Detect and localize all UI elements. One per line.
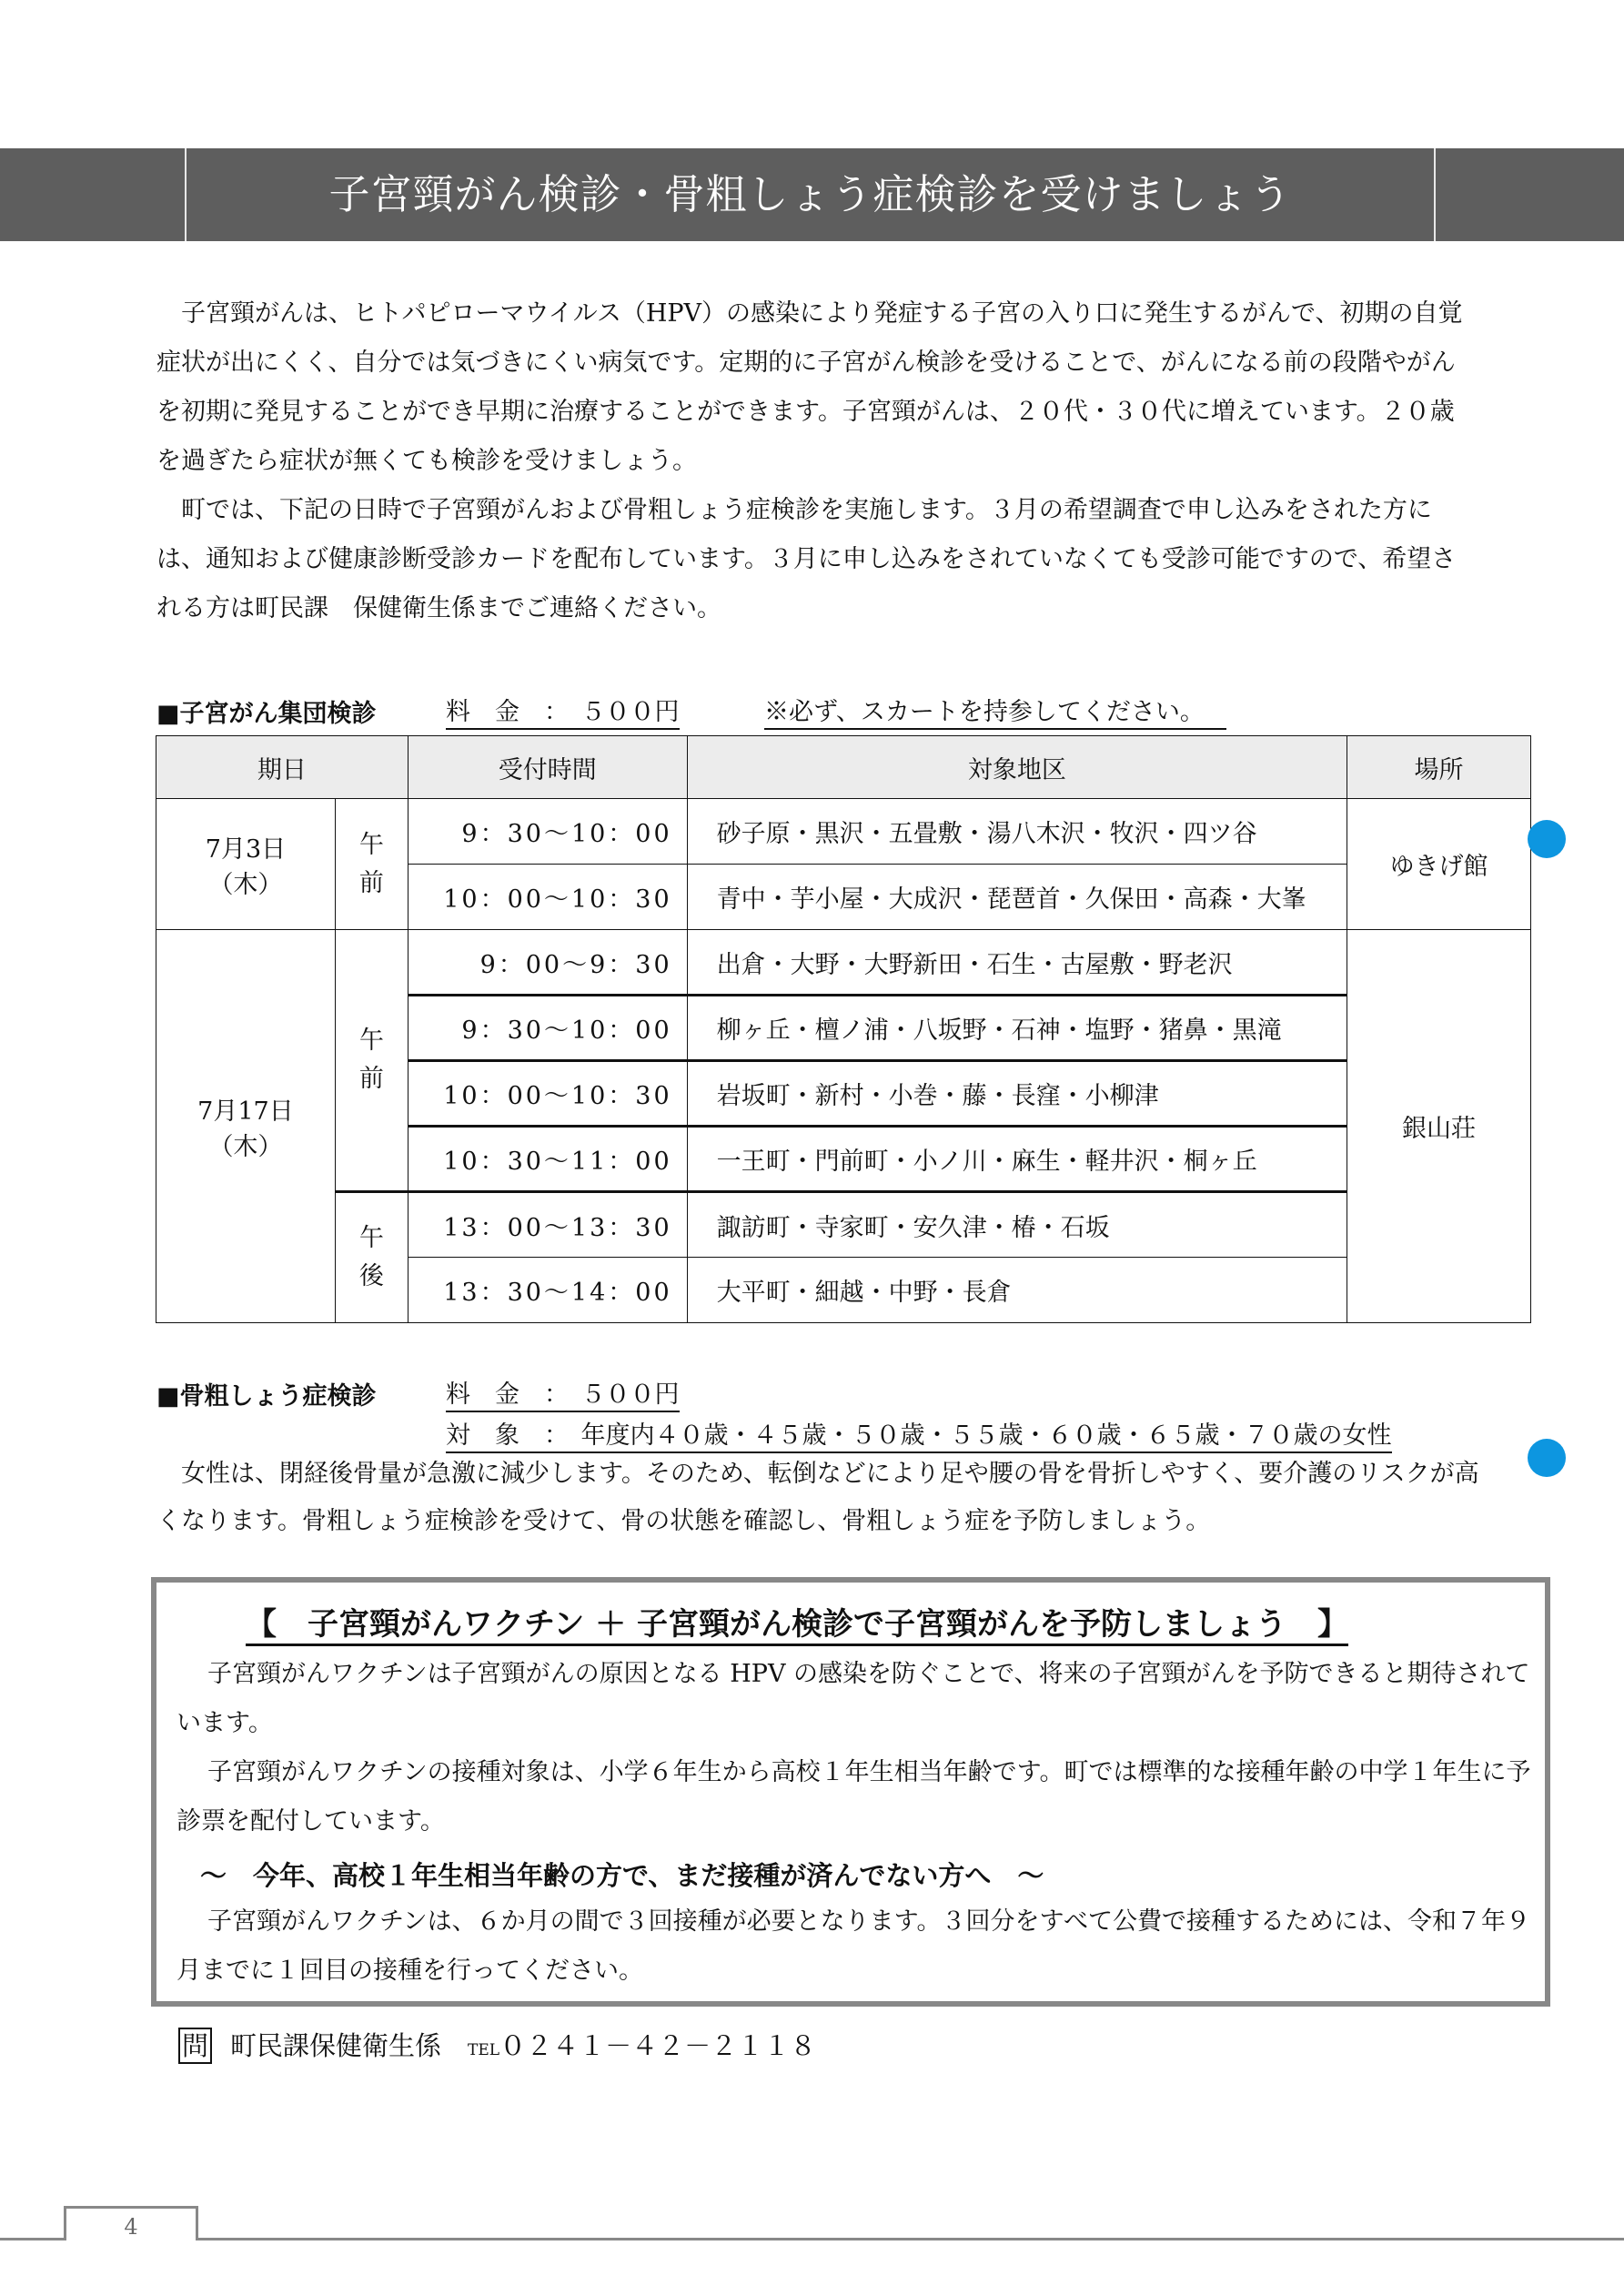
vaccine-box-title: 【 子宮頸がんワクチン ＋ 子宮頸がん検診で子宮頸がんを予防しましょう 】 (246, 1599, 1348, 1646)
bone-text (156, 1451, 1480, 1545)
time-cell: 10：00～10：30 (408, 1061, 687, 1127)
intro-paragraph: 子宮頸がんは、ヒトパピローマウイルス（HPV）の感染により発症する子宮の入り口に発生するがんで、初期の自覚症状が出にくく、自分では気づきにくい病気です。定期的に子宮がん検診を受けることで、がんになる前の段階やがんを初期に発見することができ早期に治療することができます。子宮頸がんは、２０代・３０代に増えています。２０歳を過ぎたら症状が無くても検診を受けましょう。 (156, 299, 1463, 475)
cervical-heading: ■子宮がん集団検診 (156, 700, 377, 728)
area-cell: 砂子原・黒沢・五畳敷・湯八木沢・牧沢・四ツ谷 (687, 799, 1347, 865)
blue-marker-dot (1528, 1439, 1566, 1477)
intro-paragraph: 町では、下記の日時で子宮頸がんおよび骨粗しょう症検診を実施します。３月の希望調査で申し込みをされた方には、通知および健康診断受診カードを配布しています。３月に申し込みをされていなくても受診可能ですので、希望される方は町民課 保健衛生係までご連絡ください。 (156, 496, 1457, 622)
time-cell: 13：00～13：30 (408, 1192, 687, 1258)
period-cell (335, 799, 408, 930)
header-date: 期日 (156, 736, 409, 799)
vaccine-paragraph: 子宮頸がんワクチンの接種対象は、小学６年生から高校１年生相当年齢です。町では標準的な接種年齢の中学１年生に予診票を配付しています。 (177, 1758, 1531, 1836)
time-cell: 9：00～9：30 (408, 930, 687, 996)
bone-heading: ■骨粗しょう症検診 (156, 1382, 377, 1411)
bone-target: 対 象 ： 年度内４０歳・４５歳・５０歳・５５歳・６０歳・６５歳・７０歳の女性 (446, 1415, 1392, 1453)
period-cell (335, 930, 408, 1192)
venue-cell: ゆきげ館 (1347, 799, 1531, 930)
table-row (156, 1192, 1531, 1258)
time-cell: 10：00～10：30 (408, 865, 687, 930)
header-area: 対象地区 (687, 736, 1347, 799)
weekday: （木） (208, 870, 283, 899)
header-band (0, 148, 1624, 241)
table-row (156, 799, 1531, 865)
header-venue: 場所 (1347, 736, 1531, 799)
tel-label: TEL (468, 2041, 500, 2059)
area-cell: 諏訪町・寺家町・安久津・椿・石坂 (687, 1192, 1347, 1258)
table-header-row (156, 736, 1531, 799)
vaccine-subtext (177, 1897, 1532, 1996)
contact-dept: 町民課保健衛生係 (230, 2030, 442, 2061)
inquiry-icon: 問 (178, 2028, 212, 2064)
page-title: 子宮頸がん検診・骨粗しょう症検診を受けましょう (328, 170, 1292, 218)
area-cell: 大平町・細越・中野・長倉 (687, 1258, 1347, 1323)
date: 7月17日 (197, 1097, 294, 1126)
blue-marker-dot (1528, 820, 1566, 858)
period-label: 午前 (358, 830, 384, 897)
cervical-fee: 料 金 ： ５００円 (446, 692, 680, 730)
vaccine-subheading: ～ 今年、高校１年生相当年齢の方で、まだ接種が済んでない方へ ～ (200, 1860, 1044, 1891)
cervical-note: ※必ず、スカートを持参してください。 (764, 692, 1226, 730)
schedule-table (156, 735, 1531, 1323)
area-cell: 岩坂町・新村・小巻・藤・長窪・小柳津 (687, 1061, 1347, 1127)
vaccine-info-box (151, 1577, 1550, 2007)
table-row (156, 930, 1531, 996)
venue-cell: 銀山荘 (1347, 930, 1531, 1323)
area-cell: 青中・芋小屋・大成沢・琵琶首・久保田・高森・大峯 (687, 865, 1347, 930)
contact-line (178, 2026, 816, 2064)
area-cell: 一王町・門前町・小ノ川・麻生・軽井沢・桐ヶ丘 (687, 1127, 1347, 1192)
vaccine-paragraph: 子宮頸がんワクチンは子宮頸がんの原因となる HPV の感染を防ぐことで、将来の子宮頸がんを予防できると期待されています。 (177, 1660, 1530, 1737)
date: 7月3日 (205, 834, 287, 864)
time-cell: 10：30～11：00 (408, 1127, 687, 1192)
bone-paragraph: 女性は、閉経後骨量が急激に減少します。そのため、転倒などにより足や腰の骨を骨折しやすく、要介護のリスクが高くなります。骨粗しょう症検診を受けて、骨の状態を確認し、骨粗しょう症を予防しましょう。 (156, 1460, 1479, 1535)
footer-rule (0, 2238, 1624, 2240)
area-cell: 柳ヶ丘・檀ノ浦・八坂野・石神・塩野・猪鼻・黒滝 (687, 996, 1347, 1061)
area-cell: 出倉・大野・大野新田・石生・古屋敷・野老沢 (687, 930, 1347, 996)
time-cell: 9：30～10：00 (408, 799, 687, 865)
date-cell (156, 930, 336, 1323)
period-cell (335, 1192, 408, 1323)
date-cell (156, 799, 336, 930)
header-time: 受付時間 (408, 736, 687, 799)
vaccine-sub-paragraph: 子宮頸がんワクチンは、６か月の間で３回接種が必要となります。３回分をすべて公費で接種するためには、令和７年９月までに１回目の接種を行ってください。 (177, 1907, 1530, 1985)
contact-tel: ０２４１－４２－２１１８ (499, 2030, 817, 2061)
intro-text (156, 289, 1476, 633)
vaccine-box-text (177, 1650, 1532, 1846)
time-cell: 9：30～10：00 (408, 996, 687, 1061)
weekday: （木） (208, 1132, 283, 1161)
period-label: 午後 (358, 1224, 384, 1290)
page-number: 4 (64, 2206, 198, 2240)
period-label: 午前 (358, 1027, 384, 1093)
time-cell: 13：30～14：00 (408, 1258, 687, 1323)
header-divider (1434, 148, 1436, 241)
bone-fee: 料 金 ： ５００円 (446, 1374, 680, 1412)
